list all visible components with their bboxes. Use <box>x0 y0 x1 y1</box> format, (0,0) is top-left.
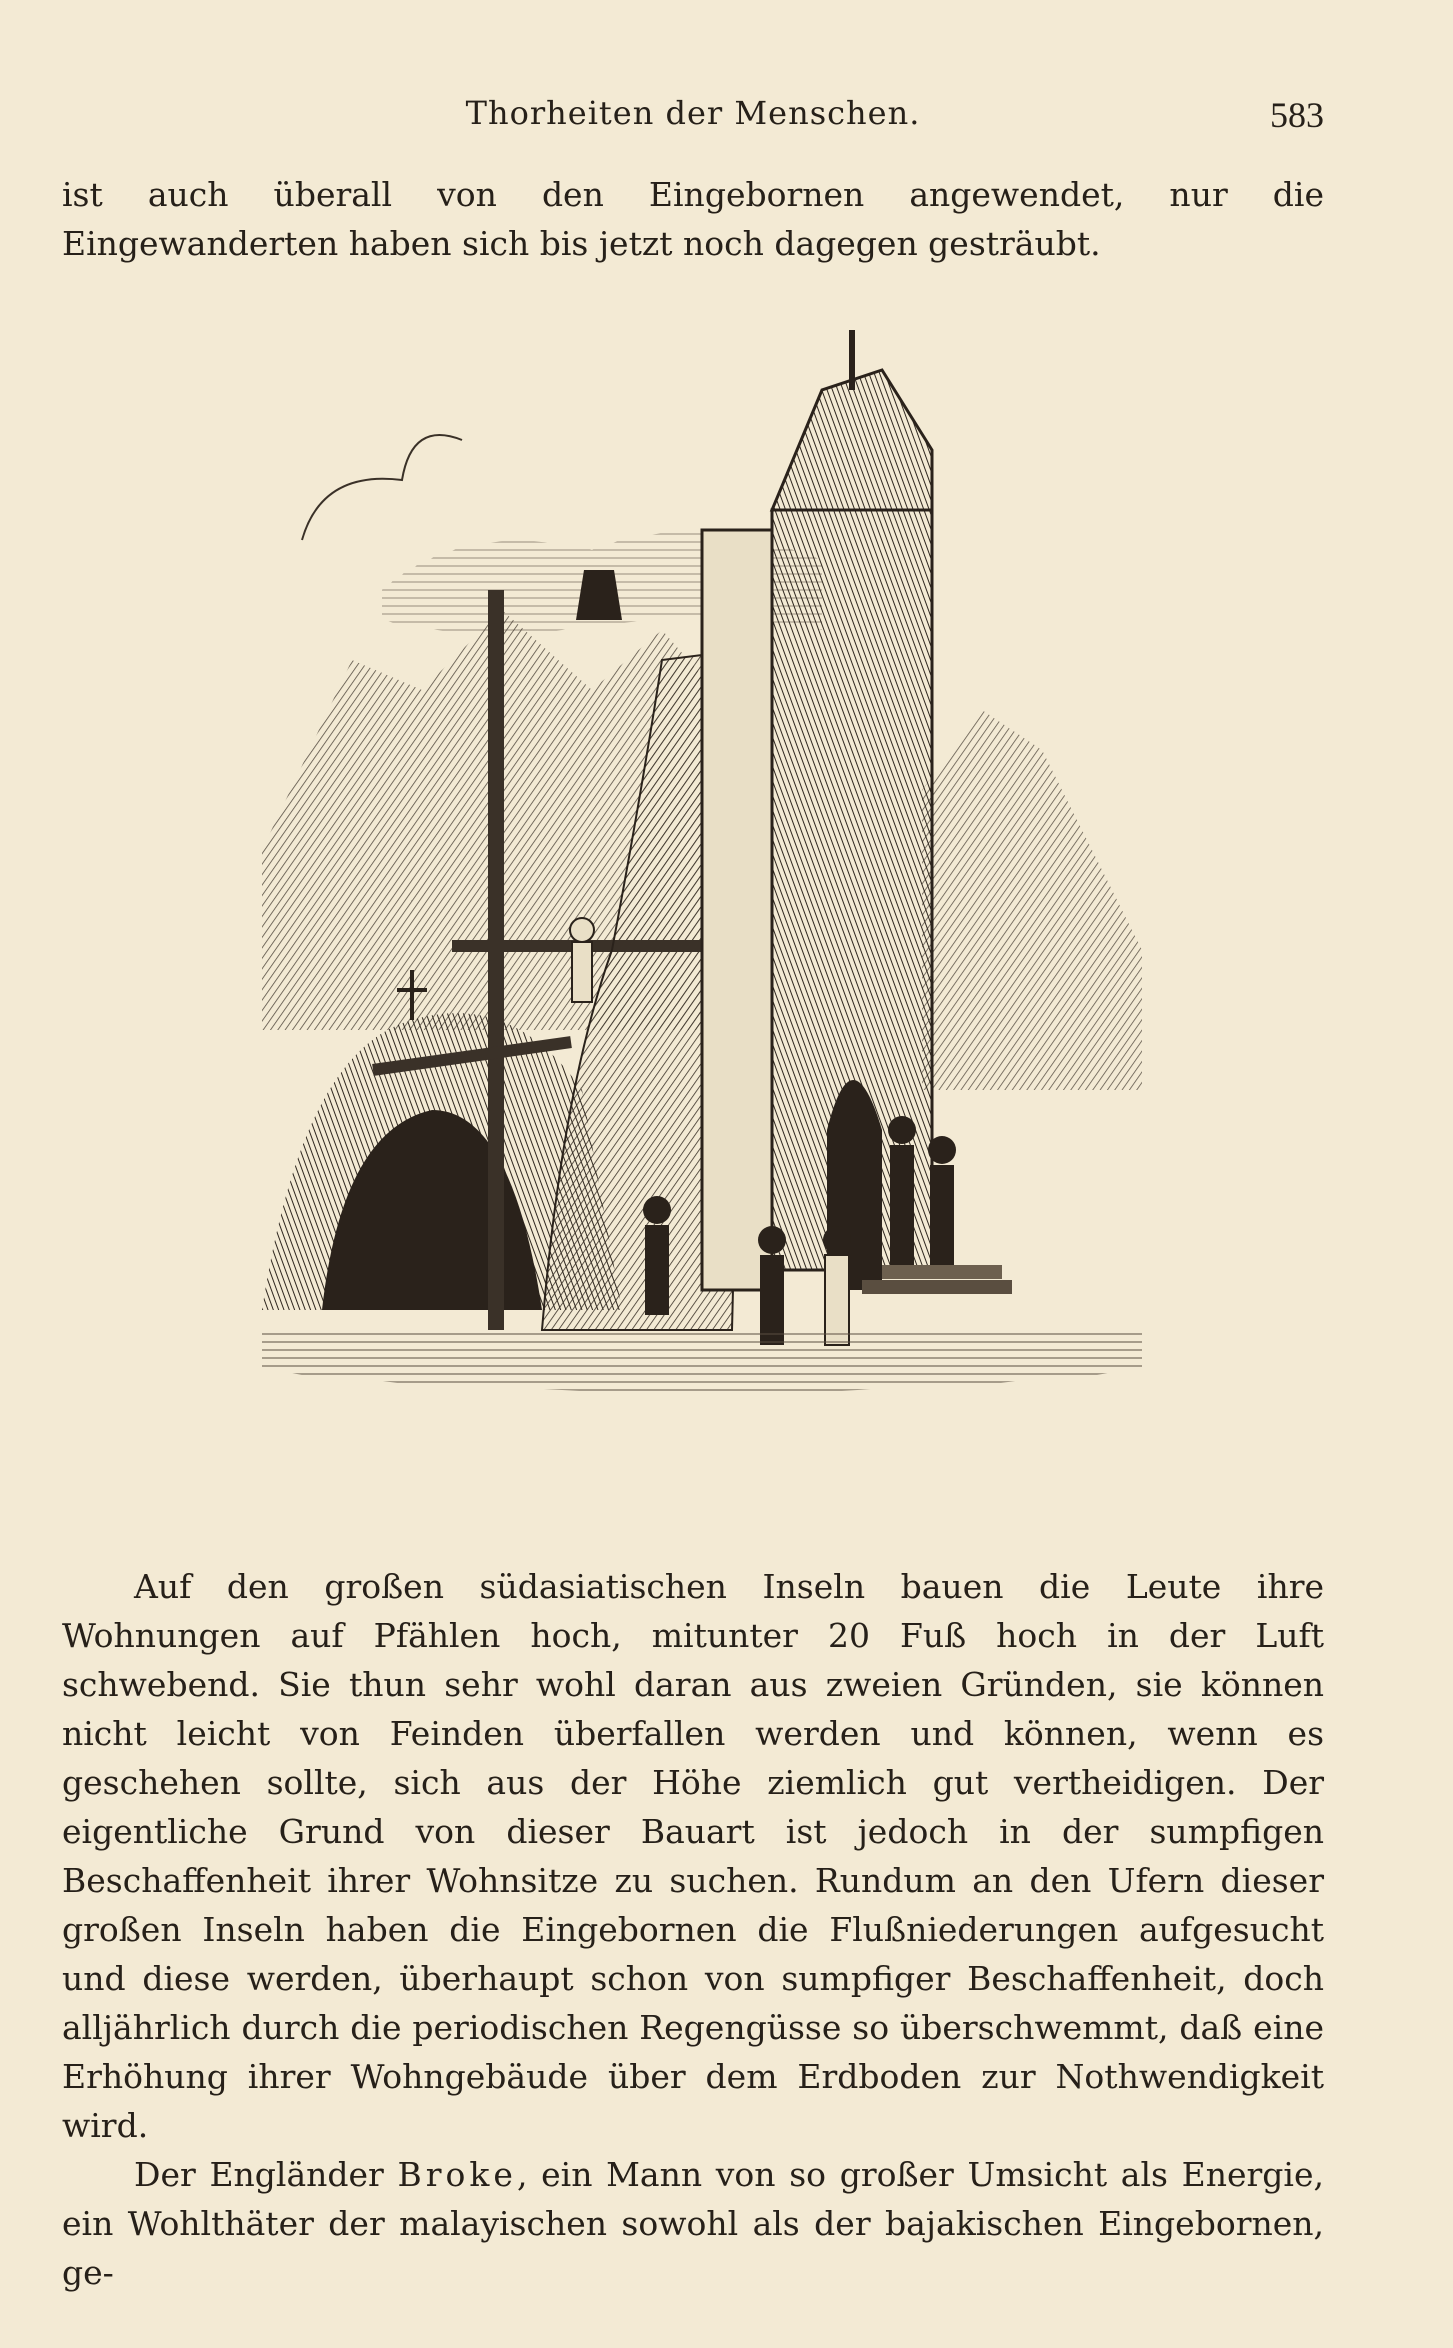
paragraph-1: Auf den großen südasiatischen Inseln bauen die Leute ihre Wohnungen auf Pfählen hoch, mitunter 20 Fuß hoch in der Luft schwebend. Sie thun sehr wohl daran aus zweien Gründen, sie können nicht leicht von Feinden überfallen werden und können, wenn es geschehen sollte, sich aus der Höhe ziemlich gut vertheidigen. Der eigentliche Grund von dieser Bauart ist jedoch in der sumpfigen Beschaffenheit ihrer Wohnsitze zu suchen. Rundum an den Ufern dieser großen Inseln haben die Eingebornen die Flußniederungen aufgesucht und diese werden, überhaupt schon von sumpfiger Beschaffenheit, doch alljährlich durch die periodischen Regengüsse so überschwemmt, daß eine Erhöhung ihrer Wohngebäude über dem Erdboden zur Nothwendigkeit wird. <box>62 1567 1324 2145</box>
page-number: 583 <box>1270 95 1324 135</box>
page-header <box>62 94 1324 138</box>
figure-head <box>643 1196 671 1224</box>
bell <box>576 570 622 620</box>
smoke-outline <box>302 435 462 540</box>
church-gable <box>772 370 932 510</box>
body-text <box>62 1562 1324 2297</box>
person-name: Broke <box>397 2155 517 2194</box>
mountains-right <box>922 710 1142 1090</box>
ground <box>262 1330 1142 1393</box>
figure-body <box>645 1225 669 1315</box>
wooden-pole <box>488 590 504 1330</box>
church-engraving <box>262 330 1182 1510</box>
bell-ringer <box>570 918 594 942</box>
paragraph-2 <box>62 2150 1324 2297</box>
paragraph-2-rest: , ein Mann von so großer Umsicht als Energie, ein Wohlthäter der malayischen sowohl als der bajakischen Eingebornen, ge- <box>62 2155 1324 2292</box>
tower-front <box>702 530 772 1290</box>
top-text <box>62 170 1324 268</box>
running-title: Thorheiten der Menschen. <box>465 94 921 132</box>
church-steps <box>862 1280 1012 1294</box>
top-paragraph: ist auch überall von den Eingebornen angewendet, nur die Eingewanderten haben sich bis jetzt noch dagegen gesträubt. <box>62 175 1324 263</box>
paragraph-2-start: Der Engländer <box>134 2155 384 2194</box>
